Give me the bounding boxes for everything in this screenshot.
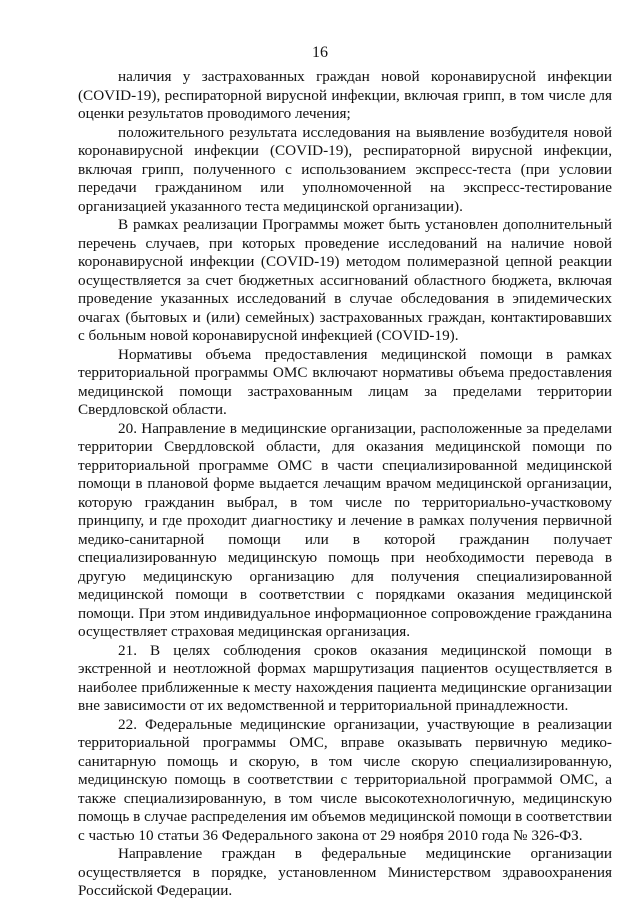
paragraph-item-21: 21. В целях соблюдения сроков оказания медицинской помощи в экстренной и неотложной формах маршрутизация пациентов осуществляется в наиболее приближенные к месту нахождения пациента медицинские организации вне зависимости от их ведомственной и территориальной принадлежности. (78, 641, 612, 714)
paragraph-express-test: положительного результата исследования на выявление возбудителя новой коронавирусной инфекции (COVID-19), респираторной вирусной инфекции, включая грипп, полученного с использованием экспресс-теста (при условии передачи гражданином или уполномоченной на экспресс-тестирование организацией указанного теста медицинской организации). (78, 123, 612, 215)
paragraph-pcr-funding: В рамках реализации Программы может быть установлен дополнительный перечень случаев, при которых проведение исследований на наличие новой коронавирусной инфекции (COVID-19) методом полимеразной цепной реакции осуществляется за счет бюджетных ассигнований областного бюджета, включая проведение указанных исследований в случае обследования в эпидемических очагах (бытовых и (или) семейных) застрахованных граждан, контактировавших с больным новой коронавирусной инфекцией (COVID-19). (78, 216, 612, 344)
paragraph-volume-norms: Нормативы объема предоставления медицинской помощи в рамках территориальной программы ОМС включают нормативы объема предоставления медицинской помощи застрахованным лицам за пределами территории Свердловской области. (78, 345, 612, 418)
paragraph-item-20: 20. Направление в медицинские организации, расположенные за пределами территории Свердловской области, для оказания медицинской помощи по территориальной программе ОМС в части специализированной медицинской помощи в плановой форме выдается лечащим врачом медицинской организации, которую гражданин выбрал, в том числе по территориально-участковому принципу, и где проходит диагностику и лечение в рамках получения первичной медико-санитарной помощи или в которой гражданин получает специализированную медицинскую помощь при необходимости перевода в другую медицинскую организацию для получения специализированной медицинской помощи в соответствии с порядками оказания медицинской помощи. При этом индивидуальное информационное сопровождение гражданина осуществляет страховая медицинская организация. (78, 419, 612, 640)
paragraph-item-22: 22. Федеральные медицинские организации, участвующие в реализации территориальной программы ОМС, вправе оказывать первичную медико-санитарную помощь и скорую, в том числе скорую специализированную, медицинскую помощь в соответствии с территориальной программой ОМС, а также специализированную, в том числе высокотехнологичную, медицинскую помощь в случае распределения им объемов медицинской помощи в соответствии с частью 10 статьи 36 Федерального закона от 29 ноября 2010 года № 326-ФЗ. (78, 715, 612, 844)
page-number: 16 (312, 44, 328, 61)
document-body (78, 68, 612, 901)
paragraph-covid-symptoms: наличия у застрахованных граждан новой коронавирусной инфекции (COVID-19), респираторной вирусной инфекции, включая грипп, в том числе для оценки результатов проводимого лечения; (78, 68, 612, 122)
paragraph-federal-referral: Направление граждан в федеральные медицинские организации осуществляется в порядке, установленном Министерством здравоохранения Российской Федерации. (78, 845, 612, 899)
